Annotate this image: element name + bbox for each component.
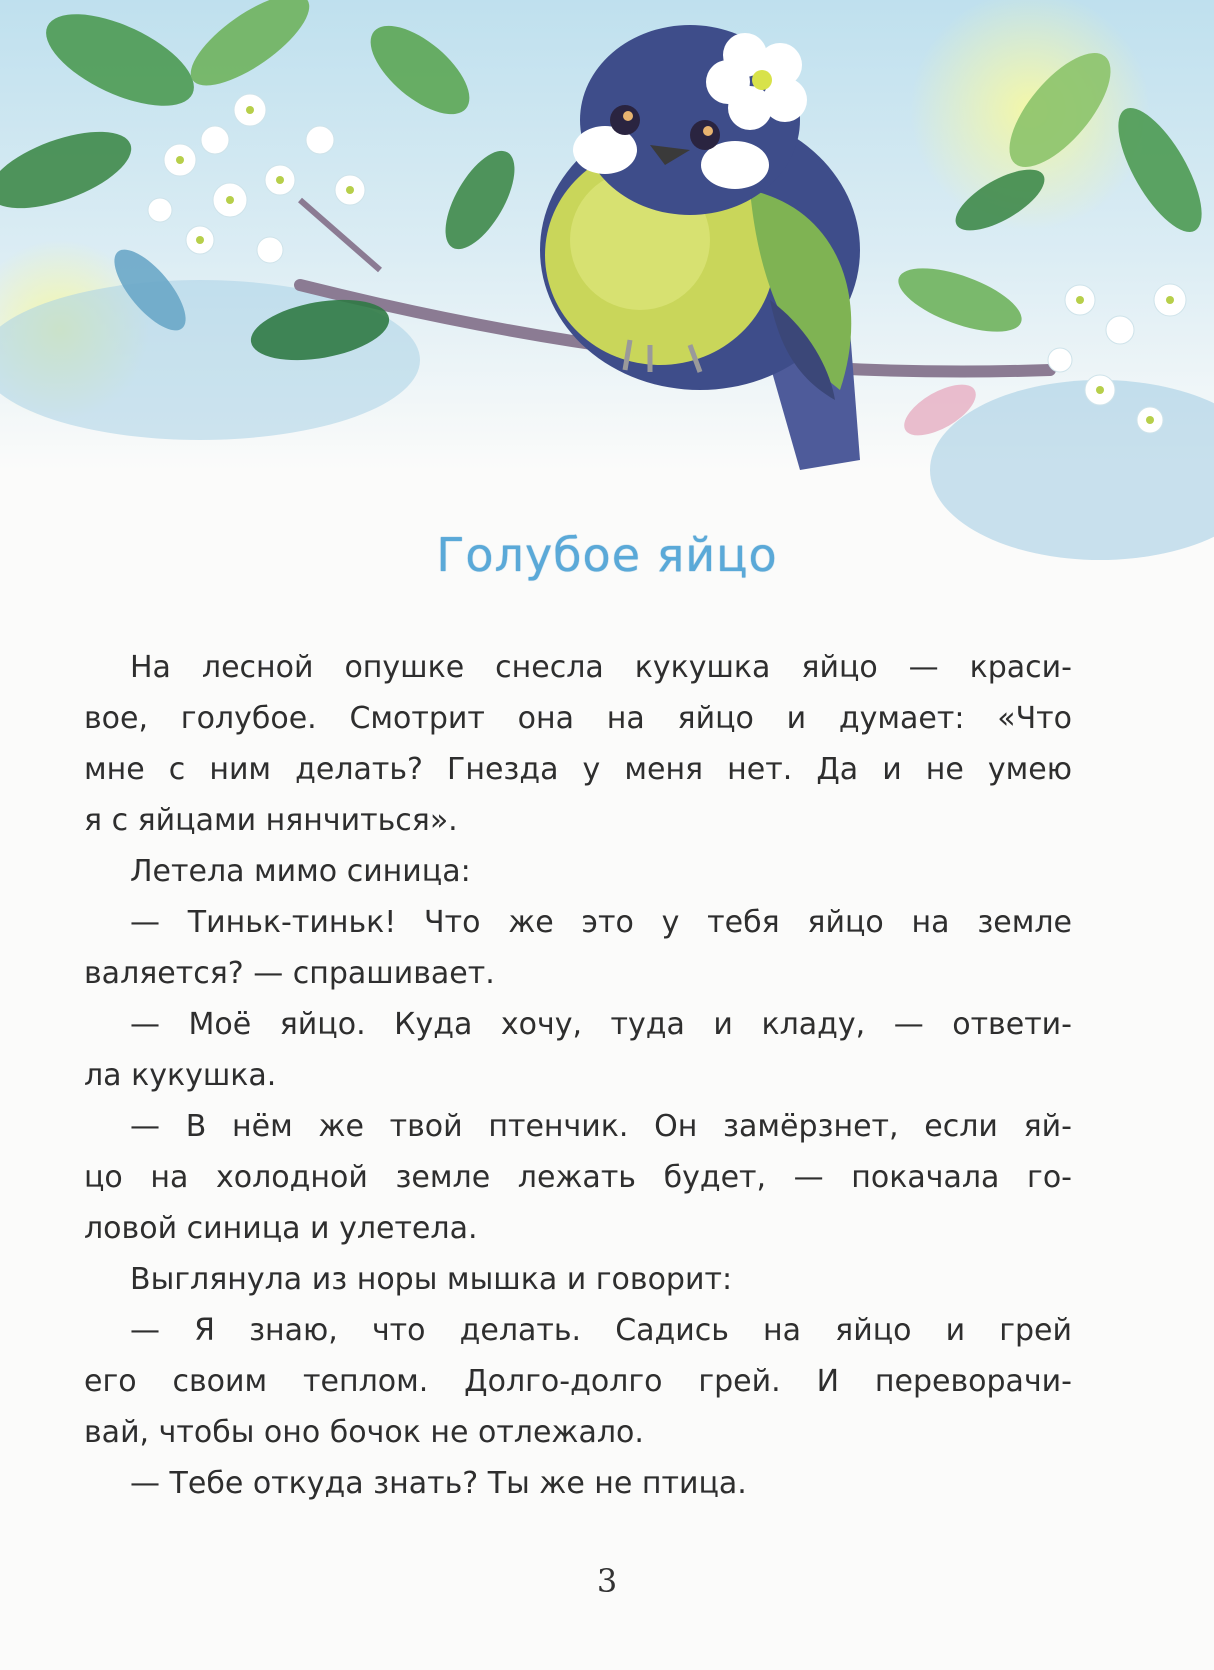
text-line: мне с ним делать? Гнезда у меня нет. Да и не умею	[84, 752, 1072, 787]
text-line: — В нём же твой птенчик. Он замёрзнет, если яй-	[130, 1109, 1072, 1144]
text-line: На лесной опушке снесла кукушка яйцо — краси-	[130, 650, 1072, 685]
text-line: — Тиньк-тиньк! Что же это у тебя яйцо на земле	[130, 905, 1072, 940]
text-line: его своим теплом. Долго-долго грей. И переворачи-	[84, 1364, 1072, 1399]
text-line: Летела мимо синица:	[130, 854, 471, 889]
story-title: Голубое яйцо	[436, 528, 778, 582]
text-line: я с яйцами нянчиться».	[84, 803, 458, 838]
text-line: Выглянула из норы мышка и говорит:	[130, 1262, 733, 1297]
text-line: ла кукушка.	[84, 1058, 277, 1093]
text-line: вое, голубое. Смотрит она на яйцо и думает: «Что	[84, 701, 1072, 736]
text-line: ловой синица и улетела.	[84, 1211, 478, 1246]
text-line: — Моё яйцо. Куда хочу, туда и кладу, — ответи-	[130, 1007, 1072, 1042]
page-number: 3	[596, 1562, 618, 1600]
header-illustration	[0, 0, 1214, 600]
text-line: — Тебе откуда знать? Ты же не птица.	[130, 1466, 747, 1501]
text-line: валяется? — спрашивает.	[84, 956, 495, 991]
text-line: — Я знаю, что делать. Садись на яйцо и грей	[130, 1313, 1072, 1348]
story-body	[84, 642, 1072, 1509]
text-line: вай, чтобы оно бочок не отлежало.	[84, 1415, 644, 1450]
text-line: цо на холодной земле лежать будет, — покачала го-	[84, 1160, 1072, 1195]
